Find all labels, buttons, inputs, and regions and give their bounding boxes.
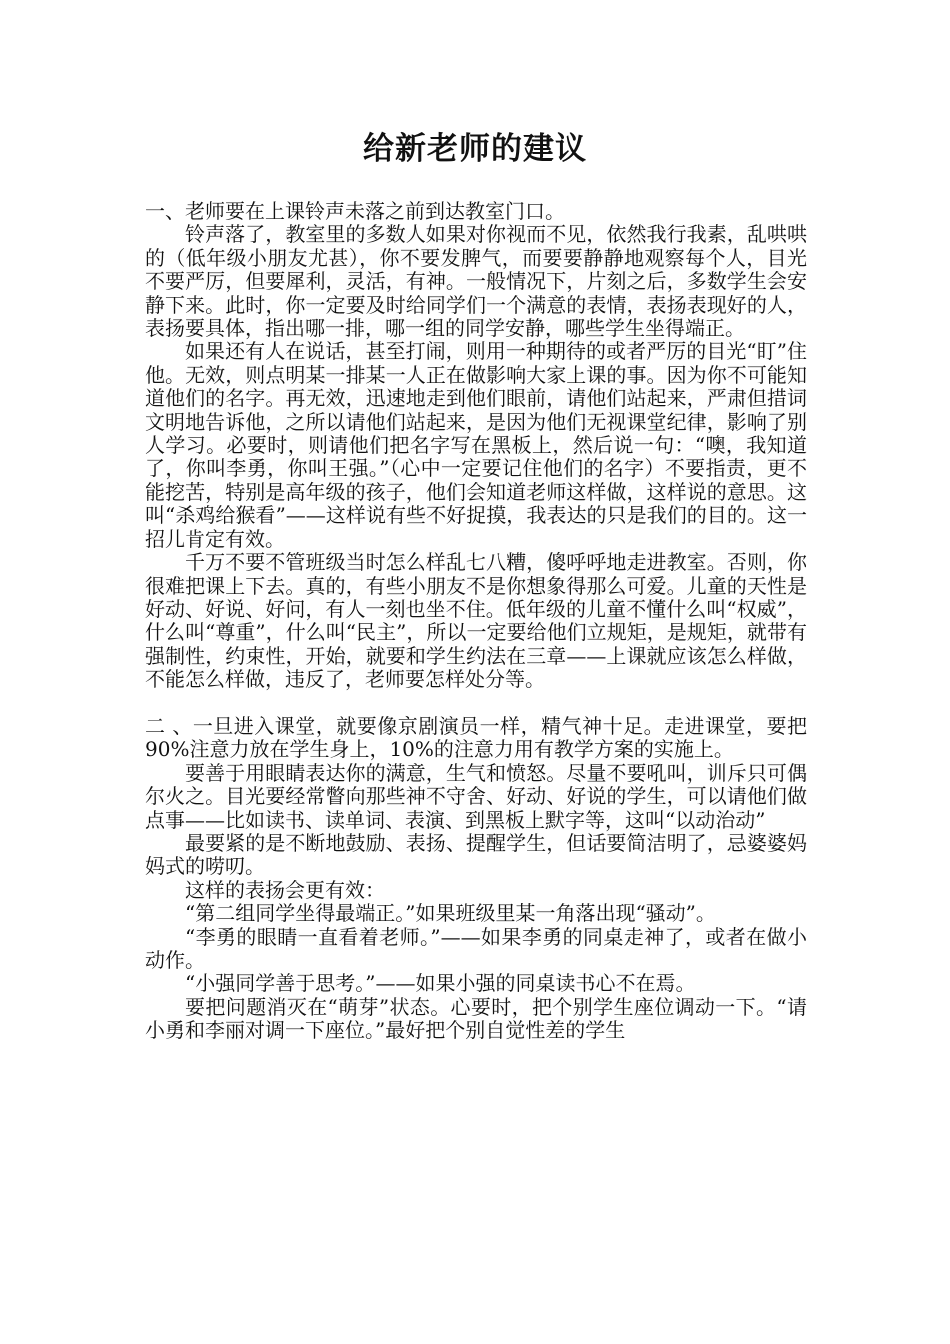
section-heading-2: 二 、一旦进入课堂，就要像京剧演员一样，精气神十足。走进课堂，要把 90%注意力放在学生身上，10%的注意力用有教学方案的实施上。: [145, 713, 807, 762]
body-paragraph: “李勇的眼睛一直看着老师。”——如果李勇的同桌走神了，或者在做小动作。: [145, 924, 807, 972]
document-body: [145, 200, 807, 1043]
body-paragraph: 如果还有人在说话，甚至打闹，则用一种期待的或者严厉的目光“盯”住他。无效，则点明某一排某一人正在做影响大家上课的事。因为你不可能知道他们的名字。再无效，迅速地走到他们眼前，请他们站起来，严肃但措词文明地告诉他，之所以请他们站起来，是因为他们无视课堂纪律，影响了别人学习。必要时，则请他们把名字写在黑板上，然后说一句：“噢，我知道了，你叫李勇，你叫王强。”（心中一定要记住他们的名字）不要指责，更不能挖苦，特别是高年级的孩子，他们会知道老师这样做，这样说的意思。这叫“杀鸡给猴看”——这样说有些不好捉摸，我表达的只是我们的目的。这一招儿肯定有效。: [145, 339, 807, 551]
paragraph-spacer: [145, 692, 807, 715]
body-paragraph: 要把问题消灭在“萌芽”状态。心要时，把个别学生座位调动一下。“请小勇和李丽对调一下座位。”最好把个别自觉性差的学生: [145, 994, 807, 1043]
body-paragraph: “小强同学善于思考。”——如果小强的同桌读书心不在焉。: [185, 971, 696, 996]
body-paragraph: “第二组同学坐得最端正。”如果班级里某一角落出现“骚动”。: [185, 901, 716, 926]
body-paragraph: 铃声落了，教室里的多数人如果对你视而不见，依然我行我素，乱哄哄的（低年级小朋友尤甚），你不要发脾气，而要要静静地观察每个人，目光不要严厉，但要犀利，灵活，有神。一般情况下，片刻之后，多数学生会安静下来。此时，你一定要及时给同学们一个满意的表情，表扬表现好的人，表扬要具体，指出哪一排，哪一组的同学安静，哪些学生坐得端正。: [145, 222, 807, 341]
body-paragraph: 这样的表扬会更有效：: [185, 877, 385, 902]
body-paragraph: 要善于用眼睛表达你的满意，生气和愤怒。尽量不要吼叫，训斥只可偶尔火之。目光要经常瞥向那些神不守舍、好动、好说的学生，可以请他们做点事——比如读书、读单词、表演、到黑板上默字等，这叫“以动治动”: [145, 760, 807, 832]
body-paragraph: 最要紧的是不断地鼓励、表扬、提醒学生，但话要简洁明了，忌婆婆妈妈式的唠叨。: [145, 830, 807, 879]
document-title: 给新老师的建议: [363, 131, 587, 167]
section-heading-1: 一、老师要在上课铃声未落之前到达教室门口。: [145, 199, 565, 223]
body-paragraph: 千万不要不管班级当时怎么样乱七八糟，傻呼呼地走进教室。否则，你很难把课上下去。真的，有些小朋友不是你想象得那么可爱。儿童的天性是好动、好说、好问，有人一刻也坐不住。低年级的儿童不懂什么叫“权威”，什么叫“尊重”，什么叫“民主”，所以一定要给他们立规矩，是规矩，就带有强制性，约束性，开始，就要和学生约法在三章——上课就应该怎么样做，不能怎么样做，违反了，老师要怎样处分等。: [145, 550, 807, 692]
